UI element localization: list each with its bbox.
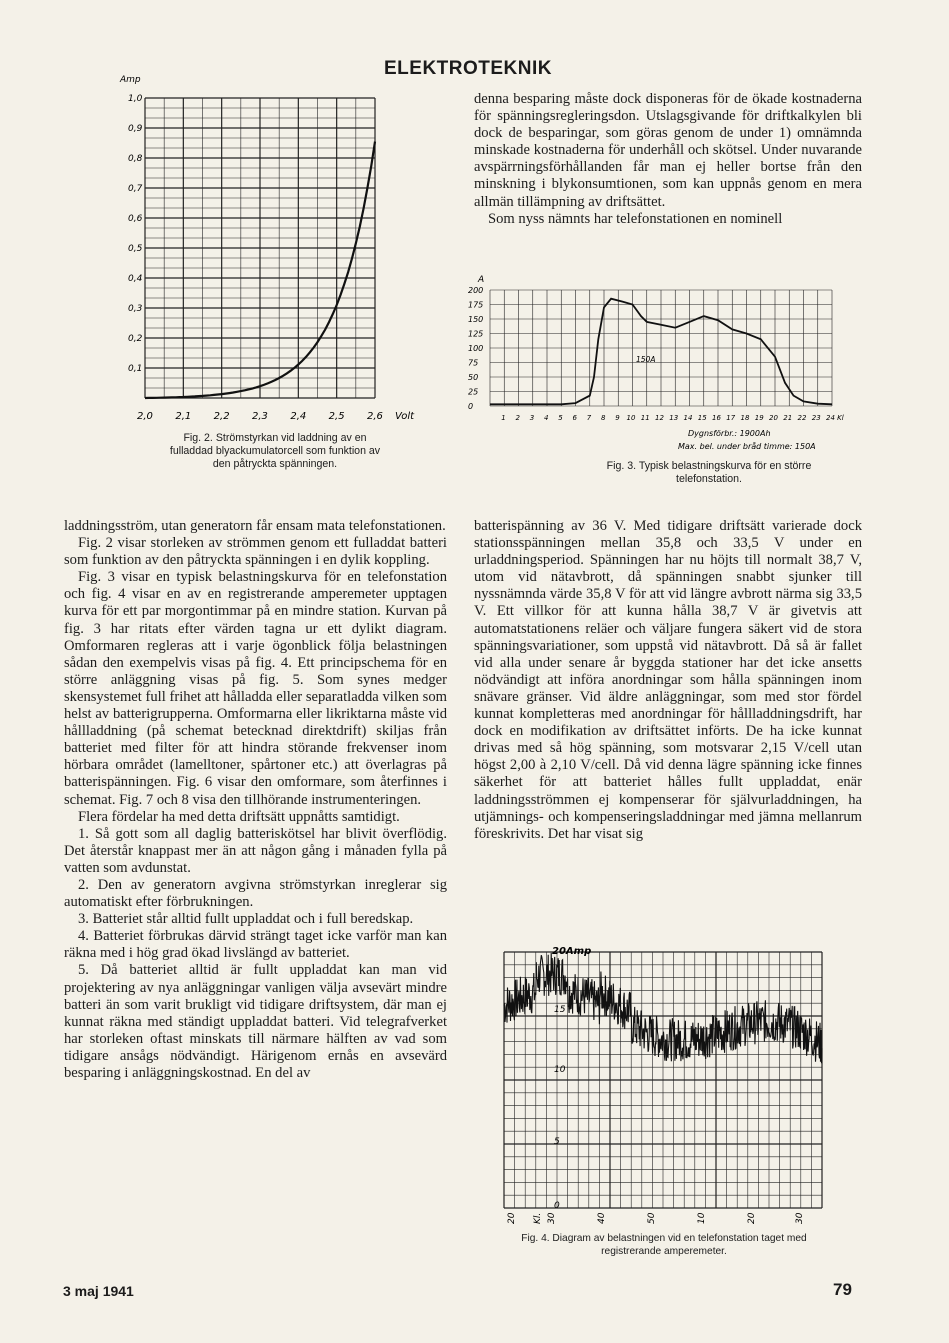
fig4-label-0: 0: [554, 1201, 560, 1211]
fig2-x-tick-label: 2,3: [252, 411, 268, 422]
paragraph: denna besparing måste dock disponeras för de ökade kostnaderna för spänningsregleringsdon. Utslagsgivande för driftkalkylen bli dock de besparingar, som göras genom de under 1) omnämnda minskade kostnaderna för underhåll och skötsel. Under nuvarande avspärrningsförhållanden får man ej heller bortse från den minskning i blykonsumtionen, som kan uppnås genom en mera allmän tillämpning av driftsättet.: [474, 91, 862, 210]
fig4-label-15: 15: [554, 1005, 566, 1015]
fig3-x-tick-label: 14: [683, 414, 693, 422]
fig3-x-tick-label: 10: [626, 414, 636, 422]
col-left: [64, 518, 447, 1082]
fig3-y-unit: A: [478, 275, 485, 285]
fig4-bottom-label: Kl.: [533, 1212, 543, 1224]
fig2-y-unit: Amp: [120, 75, 141, 85]
fig4-chart: [494, 940, 834, 1232]
fig3-y-tick-label: 25: [468, 387, 479, 397]
fig2-y-tick-label: 0,5: [128, 244, 143, 254]
fig3-x-tick-label: 24 Kl: [826, 414, 844, 422]
fig2-x-ticks: [137, 411, 383, 422]
fig3-caption: Fig. 3. Typisk belastningskurva för en större telefonstation.: [606, 460, 812, 485]
fig2-y-tick-label: 0,4: [128, 274, 143, 284]
fig4-caption: Fig. 4. Diagram av belastningen vid en telefonstation taget med registrerande amperemeter.: [521, 1233, 807, 1257]
fig3-chart: [460, 272, 860, 462]
fig3-grid: [490, 290, 832, 406]
fig3-x-tick-label: 19: [754, 414, 764, 422]
paragraph: Flera fördelar ha med detta driftsätt uppnåtts samtidigt.: [78, 808, 400, 825]
fig3-x-tick-label: 6: [572, 414, 577, 422]
fig3-x-tick-label: 9: [615, 414, 620, 422]
fig4-label-5: 5: [554, 1137, 560, 1147]
fig3-x-tick-label: 22: [797, 414, 807, 422]
col-right-top: [474, 91, 862, 228]
fig4-bottom-label: 50: [647, 1212, 657, 1224]
fig2-y-tick-label: 0,8: [128, 154, 143, 164]
fig3-y-tick-label: 0: [468, 402, 474, 411]
col-right: [474, 518, 862, 843]
fig3-annot-max: Max. bel. under bråd timme: 150A: [678, 442, 816, 451]
fig3-y-tick-label: 200: [468, 286, 484, 295]
fig3-x-tick-label: 7: [586, 414, 592, 422]
paragraph: 5. Då batteriet alltid är fullt uppladdat kan man vid projektering av nya anläggningar vanligen välja avsevärt mindre batteri än som varit brukligt vid tidigare driftsystem, där man ej kunnat räkna med ständigt uppladdat batteri. Vid telegrafverket har storleken oftast minskats till närmare hälften av vad som tidigare ansågs nödvändigt. Härigenom ernås en avsevärd besparing i anläggningskostnad. En del av: [64, 962, 447, 1081]
fig3-y-ticks: [468, 286, 483, 411]
paragraph: Fig. 2 visar storleken av strömmen genom ett fulladdat batteri som funktion av den påtryckta spänningen i en dylik koppling.: [64, 535, 447, 569]
paragraph: 4. Batteriet förbrukas därvid strängt taget icke varför man kan räkna med i hög grad ökad livslängd av batteriet.: [64, 928, 447, 962]
fig3-x-tick-label: 4: [544, 414, 549, 422]
fig2-x-tick-label: 2,6: [367, 411, 383, 422]
fig4-bottom-label: 10: [697, 1212, 707, 1224]
fig2-y-tick-label: 0,7: [128, 184, 143, 194]
fig4-bottom-label: 30: [795, 1212, 805, 1224]
fig3-x-tick-label: 2: [515, 414, 520, 422]
fig2-x-tick-label: 2,4: [290, 411, 307, 422]
fig4-bottom-label: 40: [597, 1212, 607, 1224]
fig2-x-unit: Volt: [395, 411, 415, 422]
fig2-y-tick-label: 0,9: [128, 124, 143, 134]
fig4-grid: [504, 952, 822, 1208]
fig2-y-ticks: [128, 94, 143, 374]
fig2-x-tick-label: 2,0: [137, 411, 153, 422]
fig3-x-tick-label: 12: [655, 414, 664, 422]
fig2-x-tick-label: 2,2: [213, 411, 230, 422]
fig4-bottom-label: 20: [507, 1212, 517, 1224]
paragraph: 1. Så gott som all daglig batteriskötsel har blivit överflödig. Det återstår knappast mer än att någon gång i månaden fylla på vatten som avdunstat.: [64, 825, 447, 876]
fig3-x-tick-label: 23: [811, 414, 821, 422]
fig3-x-tick-label: 15: [697, 414, 707, 422]
page-number: 79: [833, 1280, 852, 1299]
fig2-chart: [100, 70, 440, 430]
paragraph: laddningsström, utan generatorn får ensam mata telefonstationen.: [64, 518, 446, 534]
fig3-x-ticks: [501, 414, 843, 422]
fig3-x-tick-label: 17: [726, 414, 736, 422]
fig3-x-tick-label: 13: [669, 414, 679, 422]
fig3-y-tick-label: 125: [468, 329, 484, 339]
fig3-x-tick-label: 21: [783, 414, 793, 422]
fig3-y-tick-label: 75: [468, 358, 479, 368]
fig3-x-tick-label: 5: [558, 414, 563, 422]
paragraph: batterispänning av 36 V. Med tidigare driftsätt varierade dock stationsspänningen mellan 35,8 och 33,5 V under en urladdningsperiod. Spänningen har nu höjts till normalt 38,7 V, utom vid nätavbrott, då spänningen snabbt sjunker till nyssnämnda värde 35,8 V för att vid längre avbrott närma sig 33,5 V. Ett villkor för att kunna hålla 38,7 V är givetvis att automatstationens reläer och väljare fungera säkert vid de stora spänningsvariationer, som uppstå vid nätavbrott. Då så är fallet vid alla under senare år byggda stationer har det icke ansetts nödvändigt att införa anordningar som hålla spänningen inom snävare gränser. Vid äldre anläggningar, som med stor fördel kunnat kompletteras med anordningar för hållladdningsdrift, har dock en modifikation av driftsättet införts. De ha icke kunnat drivas med så hög spänning, som motsvarar 2,15 V/cell utan högst 2,00 à 2,10 V/cell. Då vid denna lägre spänning icke finnes säkerhet för att batteriet hålles fullt uppladdat, enär laddningsströmmen ej kompenserar för självurladdningen, ha utjämnings- och kompenseringsladdningar med jämna mellanrum föreskrivits. Det har visat sig: [474, 518, 862, 842]
fig3-x-tick-label: 18: [740, 414, 750, 422]
fig2-y-tick-label: 1,0: [128, 94, 143, 104]
paragraph: 2. Den av generatorn avgivna strömstyrkan inreglerar sig automatiskt efter förbrukningen.: [64, 876, 447, 911]
fig3-y-tick-label: 50: [468, 373, 479, 382]
fig3-x-tick-label: 8: [601, 414, 606, 422]
fig2-y-tick-label: 0,2: [128, 334, 143, 344]
fig3-x-tick-label: 20: [769, 414, 778, 422]
fig4-bottom-label: 30: [547, 1212, 557, 1224]
fig3-x-tick-label: 3: [529, 414, 535, 422]
fig3-y-tick-label: 175: [468, 300, 484, 310]
paragraph: Fig. 3 visar en typisk belastningskurva för en telefonstation och fig. 4 visar en av en registrerande amperemeter upptagen kurva för ett par morgontimmar på en mindre station. Kurvan på fig. 3 har ritats efter värden tagna ur ett dylikt diagram. Omformaren regleras att i varje ögonblick följa belastningen sådan den exempelvis visas på fig. 4. Ett principschema för en större anläggning visas på fig. 5. Som synes medger skensystemet full frihet att hålladda eller separatladda vilken som helst av batterigrupperna. Omformarna eller likriktarna måste vid hållladdning (på schemat betecknad direktdrift) skiljas från batteriet med filter för att hindra störande frekvenser inom hörbara området (lamelltoner, spårtoner etc.) att överlagras på batterispänningen. Fig. 6 visar den omformare, som återfinnes i schemat. Fig. 7 och 8 visa den tillhörande instrumenteringen.: [64, 569, 447, 808]
footer-date: 3 maj 1941: [63, 1283, 134, 1299]
fig2-y-tick-label: 0,3: [128, 304, 143, 314]
fig2-x-tick-label: 2,5: [328, 411, 345, 422]
fig3-y-tick-label: 150: [468, 315, 484, 324]
fig3-x-tick-label: 11: [640, 414, 650, 422]
paragraph: Som nyss nämnts har telefonstationen en nominell: [488, 210, 783, 227]
fig4-label-20amp: 20Amp: [552, 946, 592, 957]
fig2-caption: Fig. 2. Strömstyrkan vid laddning av en fulladdad blyackumulatorcell som funktion av den påtryckta spänningen.: [169, 432, 381, 470]
fig2-grid: [145, 98, 375, 398]
fig3-annot-dygn: Dygnsförbr.: 1900Ah: [688, 429, 771, 438]
paragraph: 3. Batteriet står alltid fullt uppladdat och i full beredskap.: [78, 911, 414, 928]
fig4-bottom-labels: [507, 1212, 805, 1224]
fig3-y-tick-label: 100: [468, 344, 484, 353]
fig3-annot-150: 150A: [636, 355, 656, 364]
fig3-x-tick-label: 16: [712, 414, 721, 422]
page-header: ELEKTROTEKNIK: [384, 58, 552, 79]
fig2-y-tick-label: 0,1: [128, 364, 143, 374]
fig3-x-tick-label: 1: [501, 414, 506, 422]
fig4-bottom-label: 20: [747, 1212, 757, 1224]
fig2-x-tick-label: 2,1: [175, 411, 192, 422]
fig2-y-tick-label: 0,6: [128, 214, 143, 224]
fig4-label-10: 10: [554, 1065, 566, 1075]
